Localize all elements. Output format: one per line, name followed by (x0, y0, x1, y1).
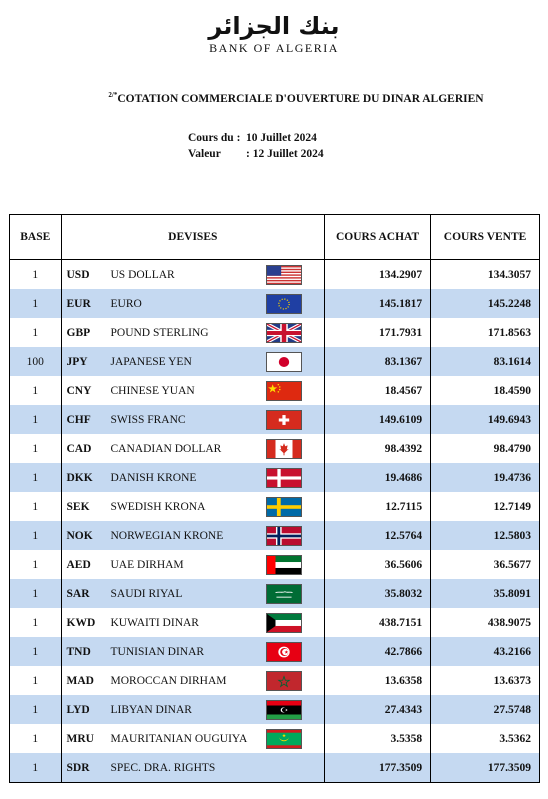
base-cell: 1 (10, 260, 62, 290)
cours-achat-cell: 438.7151 (325, 608, 431, 637)
valeur-label: Valeur (188, 148, 221, 160)
cours-achat-cell: 149.6109 (325, 405, 431, 434)
morocco-flag-icon (266, 671, 302, 691)
swiss-flag-icon (266, 410, 302, 430)
tunisia-flag-icon (266, 642, 302, 662)
header-devises: DEVISES (61, 215, 325, 260)
libya-flag-icon (266, 700, 302, 720)
devise-cell (61, 376, 325, 405)
uae-flag-icon (266, 555, 302, 575)
currency-name: SAUDI RIYAL (110, 587, 183, 600)
devise-cell (61, 724, 325, 753)
table-row-lyd (10, 695, 540, 724)
currency-code: DKK (66, 471, 93, 484)
currency-name: KUWAITI DINAR (110, 616, 199, 629)
base-cell: 1 (10, 318, 62, 347)
cours-achat-cell: 145.1817 (325, 289, 431, 318)
devise-cell (61, 347, 325, 376)
base-cell: 1 (10, 492, 62, 521)
base-cell: 1 (10, 550, 62, 579)
devise-cell (61, 695, 325, 724)
devise-cell (61, 579, 325, 608)
cours-vente-cell: 98.4790 (431, 434, 540, 463)
base-cell: 1 (10, 463, 62, 492)
cours-achat-cell: 18.4567 (325, 376, 431, 405)
base-cell: 1 (10, 289, 62, 318)
devise-cell (61, 608, 325, 637)
currency-code: CHF (66, 413, 91, 426)
subtitle-prefix: 2/* (108, 91, 118, 99)
table-body (10, 260, 540, 783)
base-cell: 1 (10, 724, 62, 753)
table-row-jpy (10, 347, 540, 376)
currency-code: NOK (66, 529, 93, 542)
date-block (188, 130, 324, 162)
subtitle-text: COTATION COMMERCIALE D'OUVERTURE DU DINAR ALGERIEN (117, 92, 484, 105)
cours-vente-cell: 12.7149 (431, 492, 540, 521)
devise-cell (61, 753, 325, 783)
currency-name: LIBYAN DINAR (110, 703, 192, 716)
table-row-mru (10, 724, 540, 753)
devise-cell (61, 521, 325, 550)
devise-cell (61, 463, 325, 492)
currency-name: SWISS FRANC (110, 413, 186, 426)
cours-row (188, 130, 324, 146)
currency-name: UAE DIRHAM (110, 558, 184, 571)
devise-cell (61, 289, 325, 318)
document-subtitle (0, 91, 548, 105)
saudi-flag-icon (266, 584, 302, 604)
currency-code: AED (66, 558, 91, 571)
valeur-row (188, 146, 324, 162)
devise-cell (61, 637, 325, 666)
cours-vente-cell: 35.8091 (431, 579, 540, 608)
currency-name: SWEDISH KRONA (110, 500, 206, 513)
table-row-dkk (10, 463, 540, 492)
currency-name: DANISH KRONE (110, 471, 197, 484)
valeur-value: : 12 Juillet 2024 (246, 148, 324, 160)
cours-vente-cell: 171.8563 (431, 318, 540, 347)
cours-vente-cell: 19.4736 (431, 463, 540, 492)
base-cell: 1 (10, 376, 62, 405)
cours-achat-cell: 12.7115 (325, 492, 431, 521)
table-row-tnd (10, 637, 540, 666)
japan-flag-icon (266, 352, 302, 372)
cours-vente-cell: 18.4590 (431, 376, 540, 405)
currency-code: SEK (66, 500, 90, 513)
cours-achat-cell: 171.7931 (325, 318, 431, 347)
cours-achat-cell: 36.5606 (325, 550, 431, 579)
norway-flag-icon (266, 526, 302, 546)
cours-achat-cell: 19.4686 (325, 463, 431, 492)
cours-vente-cell: 43.2166 (431, 637, 540, 666)
cours-achat-cell: 3.5358 (325, 724, 431, 753)
currency-name: MAURITANIAN OUGUIYA (110, 732, 248, 745)
kuwait-flag-icon (266, 613, 302, 633)
devise-cell (61, 666, 325, 695)
devise-cell (61, 434, 325, 463)
base-cell: 1 (10, 521, 62, 550)
cours-vente-cell: 177.3509 (431, 753, 540, 783)
devise-cell (61, 405, 325, 434)
base-cell: 1 (10, 608, 62, 637)
cours-vente-cell: 149.6943 (431, 405, 540, 434)
table-row-usd (10, 260, 540, 290)
currency-code: EUR (66, 297, 91, 310)
cours-vente-cell: 83.1614 (431, 347, 540, 376)
currency-code: GBP (66, 326, 91, 339)
cours-vente-cell: 3.5362 (431, 724, 540, 753)
table-row-chf (10, 405, 540, 434)
logo-arabic-text: بنك الجزائر (208, 12, 340, 40)
denmark-flag-icon (266, 468, 302, 488)
currency-code: CAD (66, 442, 92, 455)
base-cell: 1 (10, 666, 62, 695)
currency-name: MOROCCAN DIRHAM (110, 674, 227, 687)
currency-code: CNY (66, 384, 92, 397)
china-flag-icon (266, 381, 302, 401)
currency-name: CANADIAN DOLLAR (110, 442, 222, 455)
currency-name: US DOLLAR (110, 268, 175, 281)
currency-code: TND (66, 645, 91, 658)
currency-code: USD (66, 268, 90, 281)
exchange-rate-table (9, 214, 540, 783)
cours-achat-cell: 27.4343 (325, 695, 431, 724)
currency-code: SDR (66, 761, 90, 774)
cours-achat-cell: 12.5764 (325, 521, 431, 550)
logo-english-text: BANK OF ALGERIA (209, 41, 339, 55)
cours-label: Cours du : (188, 132, 241, 144)
currency-code: MRU (66, 732, 94, 745)
canada-flag-icon (266, 439, 302, 459)
currency-code: MAD (66, 674, 94, 687)
bank-logo (0, 12, 548, 56)
devise-cell (61, 260, 325, 290)
table-row-sar (10, 579, 540, 608)
table-row-nok (10, 521, 540, 550)
table-header-row (10, 215, 540, 260)
currency-code: KWD (66, 616, 96, 629)
table-row-gbp (10, 318, 540, 347)
cours-vente-cell: 134.3057 (431, 260, 540, 290)
eu-flag-icon (266, 294, 302, 314)
currency-code: LYD (66, 703, 90, 716)
cours-vente-cell: 13.6373 (431, 666, 540, 695)
base-cell: 1 (10, 695, 62, 724)
cours-achat-cell: 177.3509 (325, 753, 431, 783)
cours-achat-cell: 13.6358 (325, 666, 431, 695)
cours-achat-cell: 134.2907 (325, 260, 431, 290)
devise-cell (61, 550, 325, 579)
base-cell: 1 (10, 405, 62, 434)
devise-cell (61, 492, 325, 521)
cours-achat-cell: 83.1367 (325, 347, 431, 376)
header-cours-vente: COURS VENTE (431, 215, 540, 260)
currency-name: NORWEGIAN KRONE (110, 529, 224, 542)
cours-vente-cell: 12.5803 (431, 521, 540, 550)
currency-name: CHINESE YUAN (110, 384, 195, 397)
currency-name: EURO (110, 297, 142, 310)
sweden-flag-icon (266, 497, 302, 517)
us-flag-icon (266, 265, 302, 285)
base-cell: 1 (10, 434, 62, 463)
table-row-cny (10, 376, 540, 405)
currency-name: POUND STERLING (110, 326, 209, 339)
table-row-kwd (10, 608, 540, 637)
uk-flag-icon (266, 323, 302, 343)
cours-value: 10 Juillet 2024 (246, 132, 317, 144)
cours-achat-cell: 42.7866 (325, 637, 431, 666)
currency-name: SPEC. DRA. RIGHTS (110, 761, 216, 774)
base-cell: 1 (10, 579, 62, 608)
table-row-sek (10, 492, 540, 521)
devise-cell (61, 318, 325, 347)
table-row-eur (10, 289, 540, 318)
cours-achat-cell: 98.4392 (325, 434, 431, 463)
header-base: BASE (10, 215, 62, 260)
table-row-cad (10, 434, 540, 463)
base-cell: 100 (10, 347, 62, 376)
currency-code: JPY (66, 355, 88, 368)
table-row-mad (10, 666, 540, 695)
cours-vente-cell: 36.5677 (431, 550, 540, 579)
mauritania-flag-icon (266, 729, 302, 749)
currency-code: SAR (66, 587, 90, 600)
base-cell: 1 (10, 637, 62, 666)
cours-vente-cell: 438.9075 (431, 608, 540, 637)
currency-name: TUNISIAN DINAR (110, 645, 205, 658)
base-cell: 1 (10, 753, 62, 783)
cours-vente-cell: 145.2248 (431, 289, 540, 318)
currency-name: JAPANESE YEN (110, 355, 192, 368)
cours-achat-cell: 35.8032 (325, 579, 431, 608)
table-row-aed (10, 550, 540, 579)
table-row-sdr (10, 753, 540, 783)
header-cours-achat: COURS ACHAT (325, 215, 431, 260)
cours-vente-cell: 27.5748 (431, 695, 540, 724)
